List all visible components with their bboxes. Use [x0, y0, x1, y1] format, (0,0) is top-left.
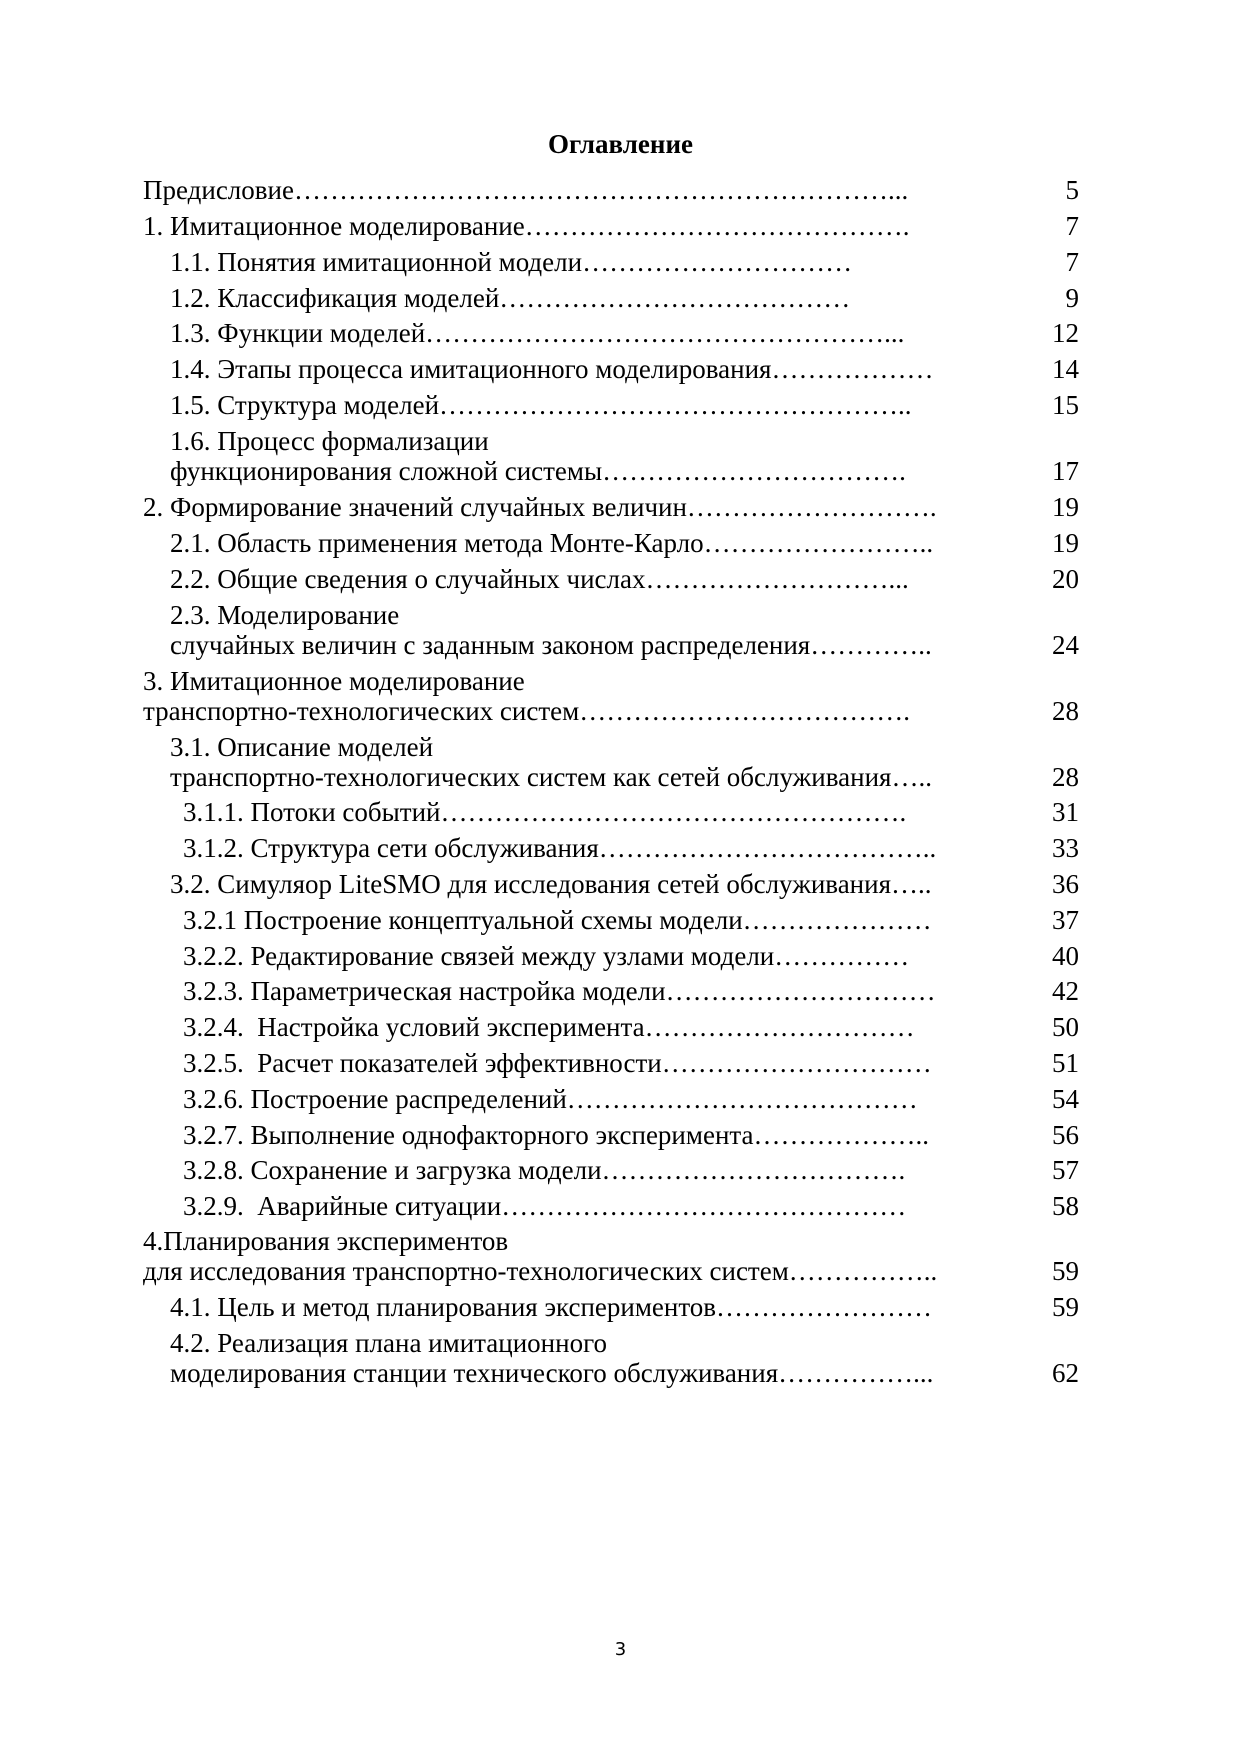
page-number: 3: [614, 1639, 627, 1660]
toc-entry-page: 37: [1052, 905, 1079, 935]
toc-entry-title: 2.2. Общие сведения о случайных числах………………………...: [170, 564, 909, 594]
toc-entry-title: 3.1.1. Потоки событий…………………………………………….: [183, 797, 907, 827]
toc-entry-page: 20: [1052, 564, 1079, 594]
toc-entry-page: 5: [1065, 175, 1079, 205]
toc-entry-title: 3.2. Симуляор LiteSMO для исследования сетей обслуживания…..: [170, 869, 932, 899]
toc-entry-page: 51: [1052, 1048, 1079, 1078]
toc-entry-title: 1.6. Процесс формализации: [170, 426, 489, 456]
toc-entry-title: 3.2.7. Выполнение однофакторного эксперимента………………..: [183, 1120, 930, 1150]
toc-entry-page: 7: [1065, 211, 1079, 241]
toc-entry-page: 17: [1052, 456, 1079, 486]
toc-entry-page: 28: [1052, 696, 1079, 726]
toc-entry-title: 3.1.2. Структура сети обслуживания………………………………..: [183, 833, 937, 863]
toc-entry-title: 2. Формирование значений случайных величин……………………….: [143, 492, 937, 522]
toc-entry-page: 58: [1052, 1191, 1079, 1221]
toc-entry-title-continued: транспортно-технологических систем……………………………….: [143, 696, 910, 726]
toc-entry-title: 1.5. Структура моделей……………………………………………..: [170, 390, 912, 420]
toc-entry-title: Предисловие…………………………………………………………...: [143, 175, 909, 205]
toc-entry-title: 2.3. Моделирование: [170, 600, 400, 630]
toc-entry-page: 19: [1052, 528, 1079, 558]
toc-entry-title: 3. Имитационное моделирование: [143, 666, 525, 696]
toc-entry-title-continued: транспортно-технологических систем как сетей обслуживания…..: [170, 762, 932, 792]
toc-entry-page: 24: [1052, 630, 1079, 660]
toc-entry-page: 31: [1052, 797, 1079, 827]
toc-entry-page: 50: [1052, 1012, 1079, 1042]
toc-entry-title-continued: функционирования сложной системы…………………………….: [170, 456, 906, 486]
toc-entry-title: 1.2. Классификация моделей…………………………………: [170, 283, 851, 313]
toc-entry-page: 9: [1065, 283, 1079, 313]
toc-entry-page: 28: [1052, 762, 1079, 792]
toc-entry-title: 4.Планирования экспериментов: [143, 1226, 509, 1256]
toc-entry-page: 54: [1052, 1084, 1079, 1114]
toc-entry-page: 19: [1052, 492, 1079, 522]
toc-entry-title-continued: моделирования станции технического обслуживания……………...: [170, 1358, 934, 1388]
toc-entry-title: 1.1. Понятия имитационной модели…………………………: [170, 247, 853, 277]
toc-entry-page: 14: [1052, 354, 1079, 384]
toc-entry-page: 62: [1052, 1358, 1079, 1388]
toc-entry-page: 7: [1065, 247, 1079, 277]
toc-entry-title: 3.2.6. Построение распределений…………………………………: [183, 1084, 918, 1114]
toc-entry-page: 40: [1052, 941, 1079, 971]
page-title: Оглавление: [548, 129, 693, 159]
toc-entry-page: 15: [1052, 390, 1079, 420]
toc-entry-page: 59: [1052, 1256, 1079, 1286]
toc-entry-title: 4.1. Цель и метод планирования экспериментов……………………: [170, 1292, 933, 1322]
toc-entry-page: 42: [1052, 976, 1079, 1006]
toc-entry-page: 56: [1052, 1120, 1079, 1150]
toc-entry-page: 59: [1052, 1292, 1079, 1322]
toc-entry-title: 1.4. Этапы процесса имитационного моделирования………………: [170, 354, 934, 384]
toc-entry-title: 3.2.1 Построение концептуальной схемы модели…………………: [183, 905, 932, 935]
toc-entry-title: 3.2.3. Параметрическая настройка модели…………………………: [183, 976, 936, 1006]
toc-entry-title: 4.2. Реализация плана имитационного: [170, 1328, 607, 1358]
toc-entry-title: 2.1. Область применения метода Монте-Карло……………………..: [170, 528, 934, 558]
toc-entry-title-continued: для исследования транспортно-технологических систем……………..: [143, 1256, 938, 1286]
toc-entry-title: 3.2.8. Сохранение и загрузка модели…………………………….: [183, 1155, 906, 1185]
toc-entry-title: 3.2.5. Расчет показателей эффективности…………………………: [183, 1048, 932, 1078]
toc-entry-title: 1.3. Функции моделей……………………………………………...: [170, 318, 905, 348]
toc-entry-title: 3.1. Описание моделей: [170, 732, 434, 762]
toc-entry-title: 3.2.2. Редактирование связей между узлами модели……………: [183, 941, 910, 971]
toc-entry-page: 12: [1052, 318, 1079, 348]
toc-entry-title: 1. Имитационное моделирование…………………………………….: [143, 211, 910, 241]
toc-entry-page: 57: [1052, 1155, 1079, 1185]
toc-entry-title: 3.2.4. Настройка условий эксперимента…………………………: [183, 1012, 915, 1042]
toc-entry-page: 36: [1052, 869, 1079, 899]
toc-entry-title-continued: случайных величин с заданным законом распределения…………..: [170, 630, 932, 660]
toc-entry-page: 33: [1052, 833, 1079, 863]
toc-entry-title: 3.2.9. Аварийные ситуации………………………………………: [183, 1191, 907, 1221]
